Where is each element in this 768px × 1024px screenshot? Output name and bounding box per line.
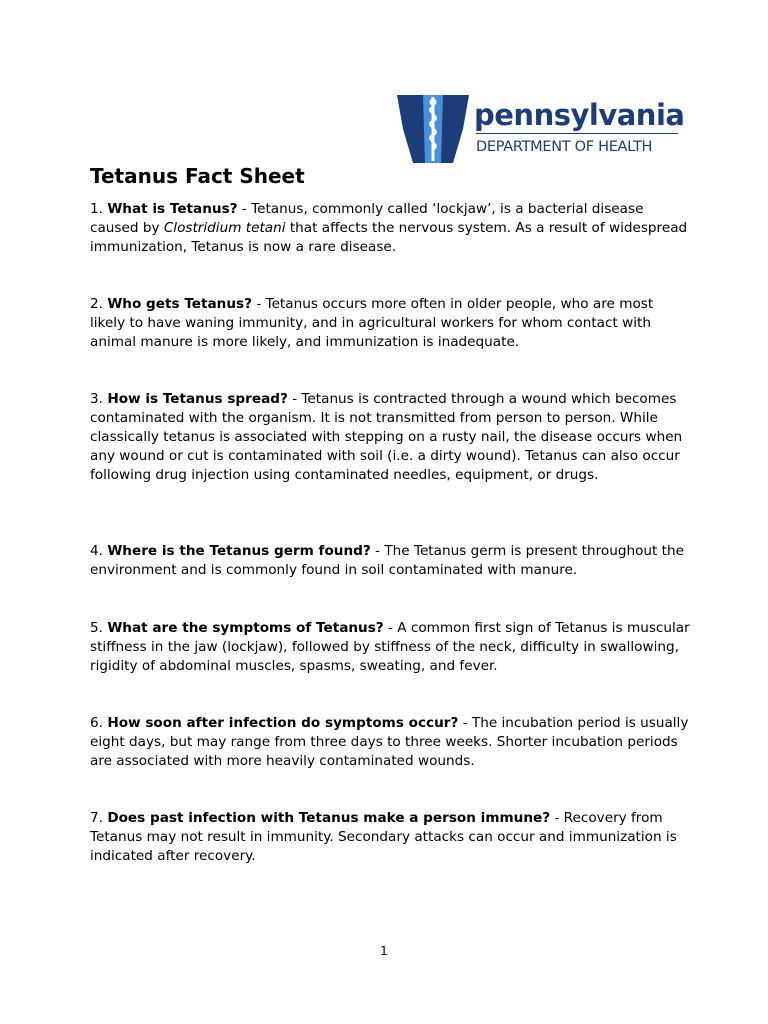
paragraph-7 (90, 809, 690, 866)
answer-text: that affects the nervous system. As a result of widespread immunization, Tetanus is now a rare disease. (90, 220, 688, 255)
paragraph-number: 2. (90, 296, 103, 312)
keystone-caduceus-icon (397, 93, 469, 165)
paragraph-number: 7. (90, 810, 103, 826)
page-title: Tetanus Fact Sheet (90, 164, 305, 188)
organism-name: Clostridium tetani (163, 220, 286, 236)
question-heading: Does past infection with Tetanus make a person immune? (107, 810, 551, 826)
answer-text: - The Tetanus germ is present throughout the environment and is commonly found in soil contaminated with manure. (90, 543, 684, 578)
paragraph-2 (90, 295, 690, 352)
logo-wordmark: pennsylvania (474, 98, 685, 132)
answer-text: - Tetanus occurs more often in older people, who are most likely to have waning immunity, and in agricultural workers for whom contact with animal manure is more likely, and immunization is inadequate. (90, 296, 654, 350)
paragraph-number: 1. (90, 201, 103, 217)
paragraph-number: 3. (90, 391, 103, 407)
logo-department: DEPARTMENT OF HEALTH (476, 139, 653, 155)
answer-text: - The incubation period is usually eight days, but may range from three days to three weeks. Shorter incubation periods are associated with more heavily contaminated wounds. (90, 715, 689, 769)
paragraph-number: 4. (90, 543, 103, 559)
answer-text: - Tetanus, commonly called ‘lockjaw’, is a bacterial disease caused by (90, 201, 644, 236)
answer-text: - Recovery from Tetanus may not result in immunity. Secondary attacks can occur and immunization is indicated after recovery. (90, 810, 677, 864)
question-heading: What are the symptoms of Tetanus? (107, 620, 384, 636)
question-heading: Who gets Tetanus? (107, 296, 253, 312)
page-number: 1 (380, 944, 388, 958)
question-heading: How soon after infection do symptoms occur? (107, 715, 459, 731)
question-heading: What is Tetanus? (107, 201, 238, 217)
answer-text: - Tetanus is contracted through a wound which becomes contaminated with the organism. It is not transmitted from person to person. While classically tetanus is associated with stepping on a rusty nail, the disease occurs when any wound or cut is contaminated with soil (i.e. a dirty wound). Tetanus can also occur following drug injection using contaminated needles, equipment, or drugs. (90, 391, 683, 483)
pa-doh-logo (397, 93, 697, 168)
paragraph-3 (90, 390, 690, 485)
paragraph-6 (90, 714, 690, 771)
question-heading: Where is the Tetanus germ found? (107, 543, 371, 559)
paragraph-1 (90, 200, 690, 257)
logo-divider (476, 133, 678, 134)
paragraph-4 (90, 542, 690, 580)
answer-text: - A common first sign of Tetanus is muscular stiffness in the jaw (lockjaw), followed by stiffness of the neck, difficulty in swallowing, rigidity of abdominal muscles, spasms, sweating, and fever. (90, 620, 690, 674)
question-heading: How is Tetanus spread? (107, 391, 288, 407)
paragraph-number: 5. (90, 620, 103, 636)
paragraph-5 (90, 619, 690, 676)
paragraph-number: 6. (90, 715, 103, 731)
